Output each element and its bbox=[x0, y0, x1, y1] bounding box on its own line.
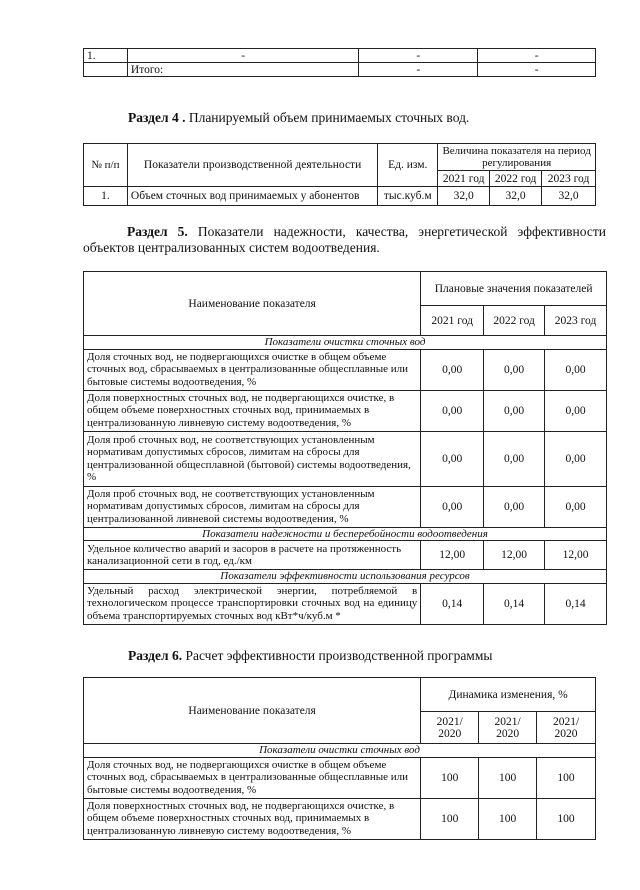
table-row bbox=[84, 757, 596, 798]
table-row bbox=[84, 541, 607, 570]
row-value: 0,00 bbox=[421, 390, 484, 431]
table-row bbox=[84, 63, 596, 77]
table-row bbox=[84, 583, 607, 624]
col-header-period: 2021/ 2020 bbox=[537, 712, 596, 744]
col-header-year: 2023 год bbox=[545, 306, 607, 336]
table-row bbox=[84, 187, 596, 206]
col-header-name: Наименование показателя bbox=[84, 272, 421, 336]
group-header-row bbox=[84, 744, 596, 758]
section4-title: Планируемый объем принимаемых сточных вод. bbox=[185, 110, 470, 125]
row-value: 32,0 bbox=[438, 187, 490, 206]
section6-number: Раздел 6. bbox=[128, 648, 183, 663]
row-value: 0,00 bbox=[421, 349, 484, 390]
row-value: 0,00 bbox=[545, 390, 607, 431]
row-name: Доля сточных вод, не подвергающихся очистке в общем объеме сточных вод, сбрасываемых в централизованные общесплавные или бытовые системы водоотведения, % bbox=[84, 757, 421, 798]
group-title: Показатели надежности и бесперебойности водоотведения bbox=[84, 527, 607, 541]
row-number bbox=[84, 63, 128, 77]
col-header-year: 2021 год bbox=[438, 171, 490, 187]
row-value: 0,00 bbox=[421, 486, 484, 527]
row-name: Доля проб сточных вод, не соответствующих установленным нормативам допустимых сбросов, лимитам на сбросы для централизованной общесплавной (бытовой) системы водоотведения, % bbox=[84, 431, 421, 486]
row-value: 100 bbox=[421, 757, 479, 798]
row-value: 100 bbox=[479, 757, 537, 798]
table-row bbox=[84, 390, 607, 431]
section4-heading bbox=[128, 110, 469, 126]
row-value: 0,00 bbox=[484, 390, 545, 431]
row-value: 0,14 bbox=[484, 583, 545, 624]
row-value: 100 bbox=[537, 798, 596, 839]
group-header-row bbox=[84, 527, 607, 541]
row-value: 0,14 bbox=[545, 583, 607, 624]
row-name: Доля проб сточных вод, не соответствующих установленным нормативам допустимых сбросов, лимитам на сбросы для централизованной ливневой системы водоотведения, % bbox=[84, 486, 421, 527]
col-header-year: 2022 год bbox=[484, 306, 545, 336]
section6-heading bbox=[128, 648, 492, 664]
table-row bbox=[84, 431, 607, 486]
row-value: 12,00 bbox=[545, 541, 607, 570]
group-header-row bbox=[84, 336, 607, 350]
row-value: 32,0 bbox=[542, 187, 596, 206]
row-value: - bbox=[359, 49, 478, 63]
section6-table bbox=[83, 677, 596, 840]
col-header-period: Величина показателя на период регулирования bbox=[438, 144, 596, 171]
row-value: 0,00 bbox=[545, 431, 607, 486]
row-value: 0,00 bbox=[484, 431, 545, 486]
row-name: Удельный расход электрической энергии, потребляемой в технологическом процессе транспортировки сточных вод на единицу объема транспортируемых сточных вод кВт*ч/куб.м * bbox=[84, 583, 421, 624]
section5-table bbox=[83, 271, 607, 625]
total-label: Итого: bbox=[127, 63, 359, 77]
group-header-row bbox=[84, 570, 607, 584]
col-header-year: 2021 год bbox=[421, 306, 484, 336]
col-header-period: 2021/ 2020 bbox=[421, 712, 479, 744]
col-header-indicator: Показатели производственной деятельности bbox=[127, 144, 377, 187]
row-value: - bbox=[359, 63, 478, 77]
row-number: 1. bbox=[84, 187, 128, 206]
section5-number: Раздел 5. bbox=[127, 224, 188, 239]
row-value: 12,00 bbox=[421, 541, 484, 570]
section5-heading bbox=[83, 224, 606, 256]
group-title: Показатели очистки сточных вод bbox=[84, 336, 607, 350]
col-header-year: 2022 год bbox=[490, 171, 542, 187]
row-value: 0,00 bbox=[545, 486, 607, 527]
row-unit: тыс.куб.м bbox=[378, 187, 438, 206]
top-table bbox=[83, 48, 596, 77]
col-header-dynamics: Динамика изменения, % bbox=[421, 678, 596, 712]
row-value: 100 bbox=[479, 798, 537, 839]
col-header-year: 2023 год bbox=[542, 171, 596, 187]
col-header-number: № п/п bbox=[84, 144, 128, 187]
table-row bbox=[84, 486, 607, 527]
row-value: 100 bbox=[421, 798, 479, 839]
row-value: 0,00 bbox=[421, 431, 484, 486]
section6-title: Расчет эффективности производственной программы bbox=[182, 648, 493, 663]
col-header-plan: Плановые значения показателей bbox=[421, 272, 607, 306]
row-value: - bbox=[478, 63, 596, 77]
row-value: 0,00 bbox=[484, 486, 545, 527]
row-name: Доля поверхностных сточных вод, не подвергающихся очистке, в общем объеме поверхностных сточных вод, принимаемых в централизованную ливневую систему водоотведения, % bbox=[84, 798, 421, 839]
row-name: Удельное количество аварий и засоров в расчете на протяженность канализационной сети в год, ед./км bbox=[84, 541, 421, 570]
table-row bbox=[84, 798, 596, 839]
row-value: 0,00 bbox=[484, 349, 545, 390]
row-value: 0,00 bbox=[545, 349, 607, 390]
row-name: - bbox=[127, 49, 359, 63]
section4-table bbox=[83, 143, 596, 206]
group-title: Показатели эффективности использования ресурсов bbox=[84, 570, 607, 584]
row-name: Объем сточных вод принимаемых у абонентов bbox=[127, 187, 377, 206]
row-name: Доля сточных вод, не подвергающихся очистке в общем объеме сточных вод, сбрасываемых в централизованные общесплавные или бытовые системы водоотведения, % bbox=[84, 349, 421, 390]
col-header-unit: Ед. изм. bbox=[378, 144, 438, 187]
group-title: Показатели очистки сточных вод bbox=[84, 744, 596, 758]
col-header-period: 2021/ 2020 bbox=[479, 712, 537, 744]
row-name: Доля поверхностных сточных вод, не подвергающихся очистке, в общем объеме поверхностных сточных вод, принимаемых в централизованную ливневую систему водоотведения, % bbox=[84, 390, 421, 431]
section4-number: Раздел 4 . bbox=[128, 110, 186, 125]
row-value: 32,0 bbox=[490, 187, 542, 206]
row-value: 12,00 bbox=[484, 541, 545, 570]
row-number: 1. bbox=[84, 49, 128, 63]
table-row bbox=[84, 349, 607, 390]
section5-title: Показатели надежности, качества, энергетической эффективности объектов централизованных систем водоотведения. bbox=[83, 224, 606, 255]
row-value: - bbox=[478, 49, 596, 63]
table-row bbox=[84, 49, 596, 63]
row-value: 100 bbox=[537, 757, 596, 798]
row-value: 0,14 bbox=[421, 583, 484, 624]
col-header-name: Наименование показателя bbox=[84, 678, 421, 744]
